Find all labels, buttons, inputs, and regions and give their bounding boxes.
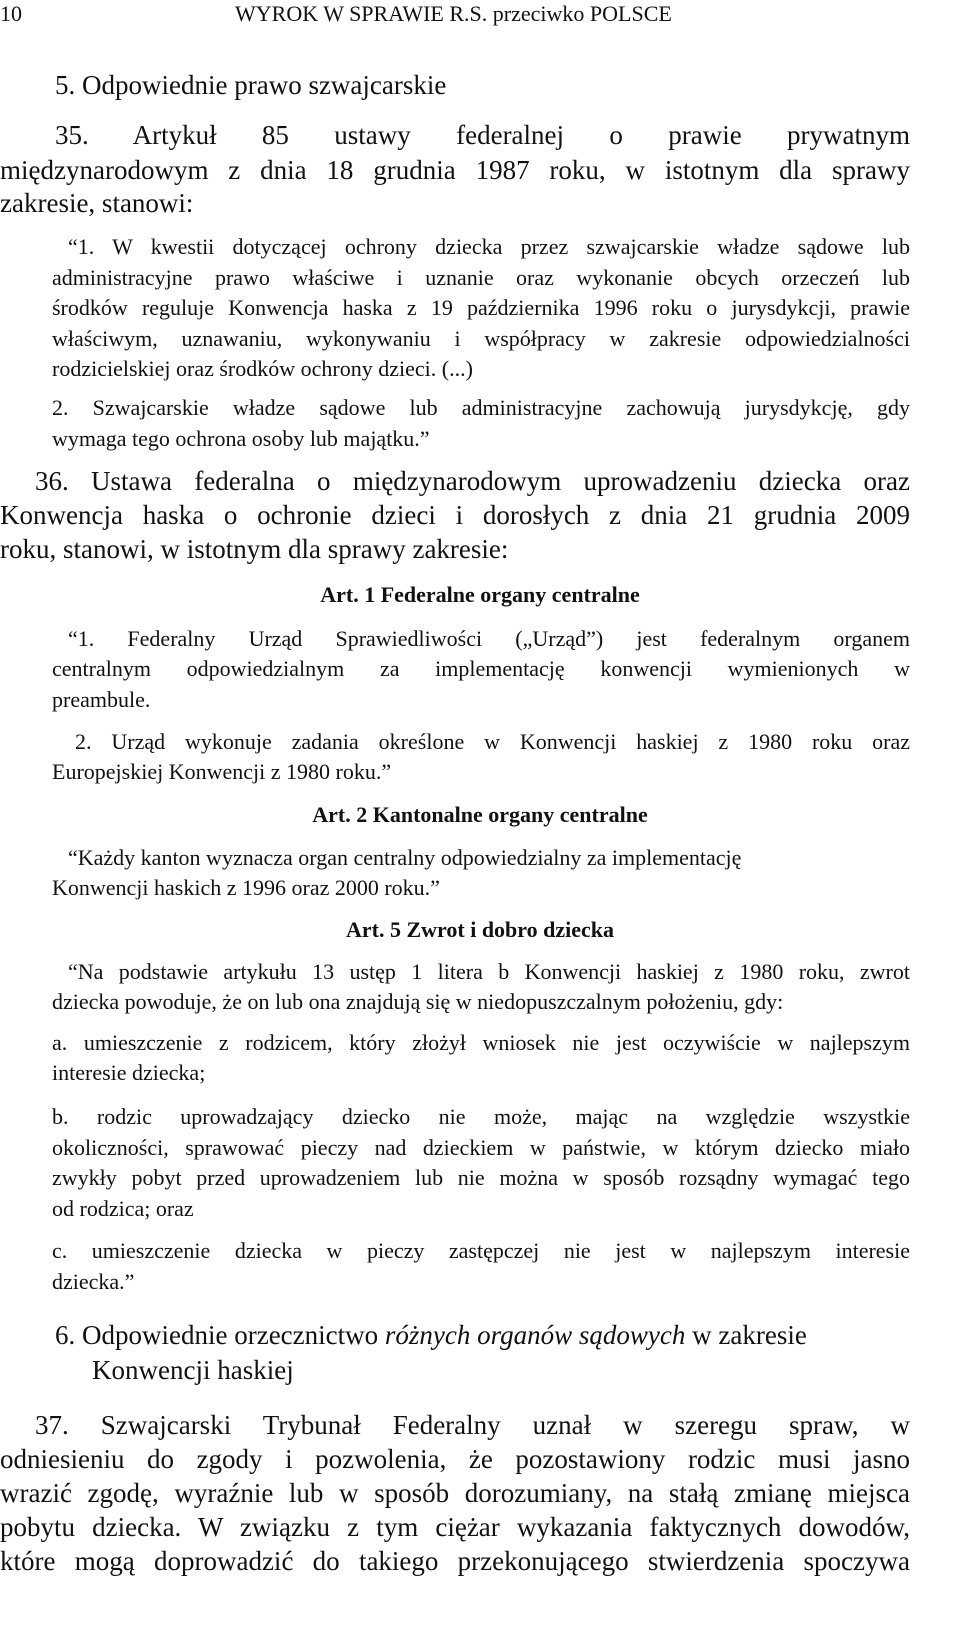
page-number: 10: [0, 1, 22, 26]
article-5-line: dziecka powoduje, że on lub ona znajdują się w niedopuszczalnym położeniu, gdy:: [52, 989, 784, 1014]
quote-line: środków reguluje Konwencja haska z 19 października 1996 roku o jurysdykcji, prawie: [52, 295, 910, 320]
article-1-line: preambule.: [52, 687, 151, 712]
section-6-heading-line2: Konwencji haskiej: [92, 1355, 294, 1385]
article-1-title: Art. 1 Federalne organy centralne: [320, 582, 640, 607]
paragraph-37-line: 37. Szwajcarski Trybunał Federalny uznał w szeregu spraw, w: [35, 1410, 910, 1440]
article-5-line: “Na podstawie artykułu 13 ustęp 1 litera b Konwencji haskiej z 1980 roku, zwrot: [68, 959, 910, 984]
section-6-heading: [55, 1322, 807, 1349]
article-5-item-b: okoliczności, sprawować pieczy nad dzieckiem w państwie, w którym dziecko miało: [52, 1135, 910, 1160]
article-2-line: Konwencji haskich z 1996 oraz 2000 roku.”: [52, 875, 440, 900]
quote-line: właściwym, uznawaniu, wykonywaniu i współpracy w zakresie odpowiedzialności: [52, 326, 910, 351]
article-5-item-a: a. umieszczenie z rodzicem, który złożył wniosek nie jest oczywiście w najlepszym: [52, 1030, 910, 1055]
quote-line: rodzicielskiej oraz środków ochrony dzieci. (...): [52, 356, 473, 381]
section-6-heading-suffix: w zakresie: [685, 1320, 807, 1350]
paragraph-37-line: odniesieniu do zgody i pozwolenia, że pozostawiony rodzic musi jasno: [0, 1444, 910, 1474]
section-5-heading: 5. Odpowiednie prawo szwajcarskie: [55, 70, 447, 100]
article-5-item-c: dziecka.”: [52, 1269, 135, 1294]
running-title: WYROK W SPRAWIE R.S. przeciwko POLSCE: [235, 1, 672, 26]
article-2-title: Art. 2 Kantonalne organy centralne: [312, 802, 648, 827]
article-1-line: centralnym odpowiedzialnym za implementację konwencji wymienionych w: [52, 656, 910, 681]
quote-line: administracyjne prawo właściwe i uznanie oraz wykonanie obcych orzeczeń lub: [52, 265, 910, 290]
paragraph-36-line: roku, stanowi, w istotnym dla sprawy zakresie:: [0, 534, 509, 564]
paragraph-35-line: 35. Artykuł 85 ustawy federalnej o prawie prywatnym: [55, 120, 910, 150]
article-5-item-a: interesie dziecka;: [52, 1060, 206, 1085]
paragraph-37-line: pobytu dziecka. W związku z tym ciężar wykazania faktycznych dowodów,: [0, 1512, 910, 1542]
paragraph-35-line: międzynarodowym z dnia 18 grudnia 1987 roku, w istotnym dla sprawy: [0, 155, 910, 185]
article-1-line: “1. Federalny Urząd Sprawiedliwości („Urząd”) jest federalnym organem: [68, 626, 910, 651]
quote-line: “1. W kwestii dotyczącej ochrony dziecka przez szwajcarskie władze sądowe lub: [68, 234, 910, 259]
article-2-line: “Każdy kanton wyznacza organ centralny odpowiedzialny za implementację: [68, 845, 742, 870]
quote-line: 2. Szwajcarskie władze sądowe lub administracyjne zachowują jurysdykcję, gdy: [52, 395, 910, 420]
article-5-item-b: b. rodzic uprowadzający dziecko nie może, mając na względzie wszystkie: [52, 1104, 910, 1129]
quote-line: wymaga tego ochrona osoby lub majątku.”: [52, 426, 430, 451]
section-6-heading-italic: różnych organów sądowych: [384, 1320, 686, 1350]
article-5-item-b: zwykły pobyt przed uprowadzeniem lub nie można w sposób rozsądny wymagać tego: [52, 1165, 910, 1190]
paragraph-36-line: 36. Ustawa federalna o międzynarodowym uprowadzeniu dziecka oraz: [35, 466, 910, 496]
article-1-line: Europejskiej Konwencji z 1980 roku.”: [52, 759, 392, 784]
paragraph-35-line: zakresie, stanowi:: [0, 188, 194, 218]
section-6-heading-prefix: 6. Odpowiednie orzecznictwo: [55, 1320, 385, 1350]
article-1-line: 2. Urząd wykonuje zadania określone w Konwencji haskiej z 1980 roku oraz: [75, 729, 910, 754]
paragraph-37-line: wrazić zgodę, wyraźnie lub w sposób dorozumiany, na stałą zmianę miejsca: [0, 1478, 910, 1508]
article-5-item-b: od rodzica; oraz: [52, 1196, 194, 1221]
article-5-title: Art. 5 Zwrot i dobro dziecka: [345, 917, 615, 942]
paragraph-37-line: które mogą doprowadzić do takiego przekonującego stwierdzenia spoczywa: [0, 1546, 910, 1576]
paragraph-36-line: Konwencja haska o ochronie dzieci i dorosłych z dnia 21 grudnia 2009: [0, 500, 910, 530]
article-5-item-c: c. umieszczenie dziecka w pieczy zastępczej nie jest w najlepszym interesie: [52, 1238, 910, 1263]
